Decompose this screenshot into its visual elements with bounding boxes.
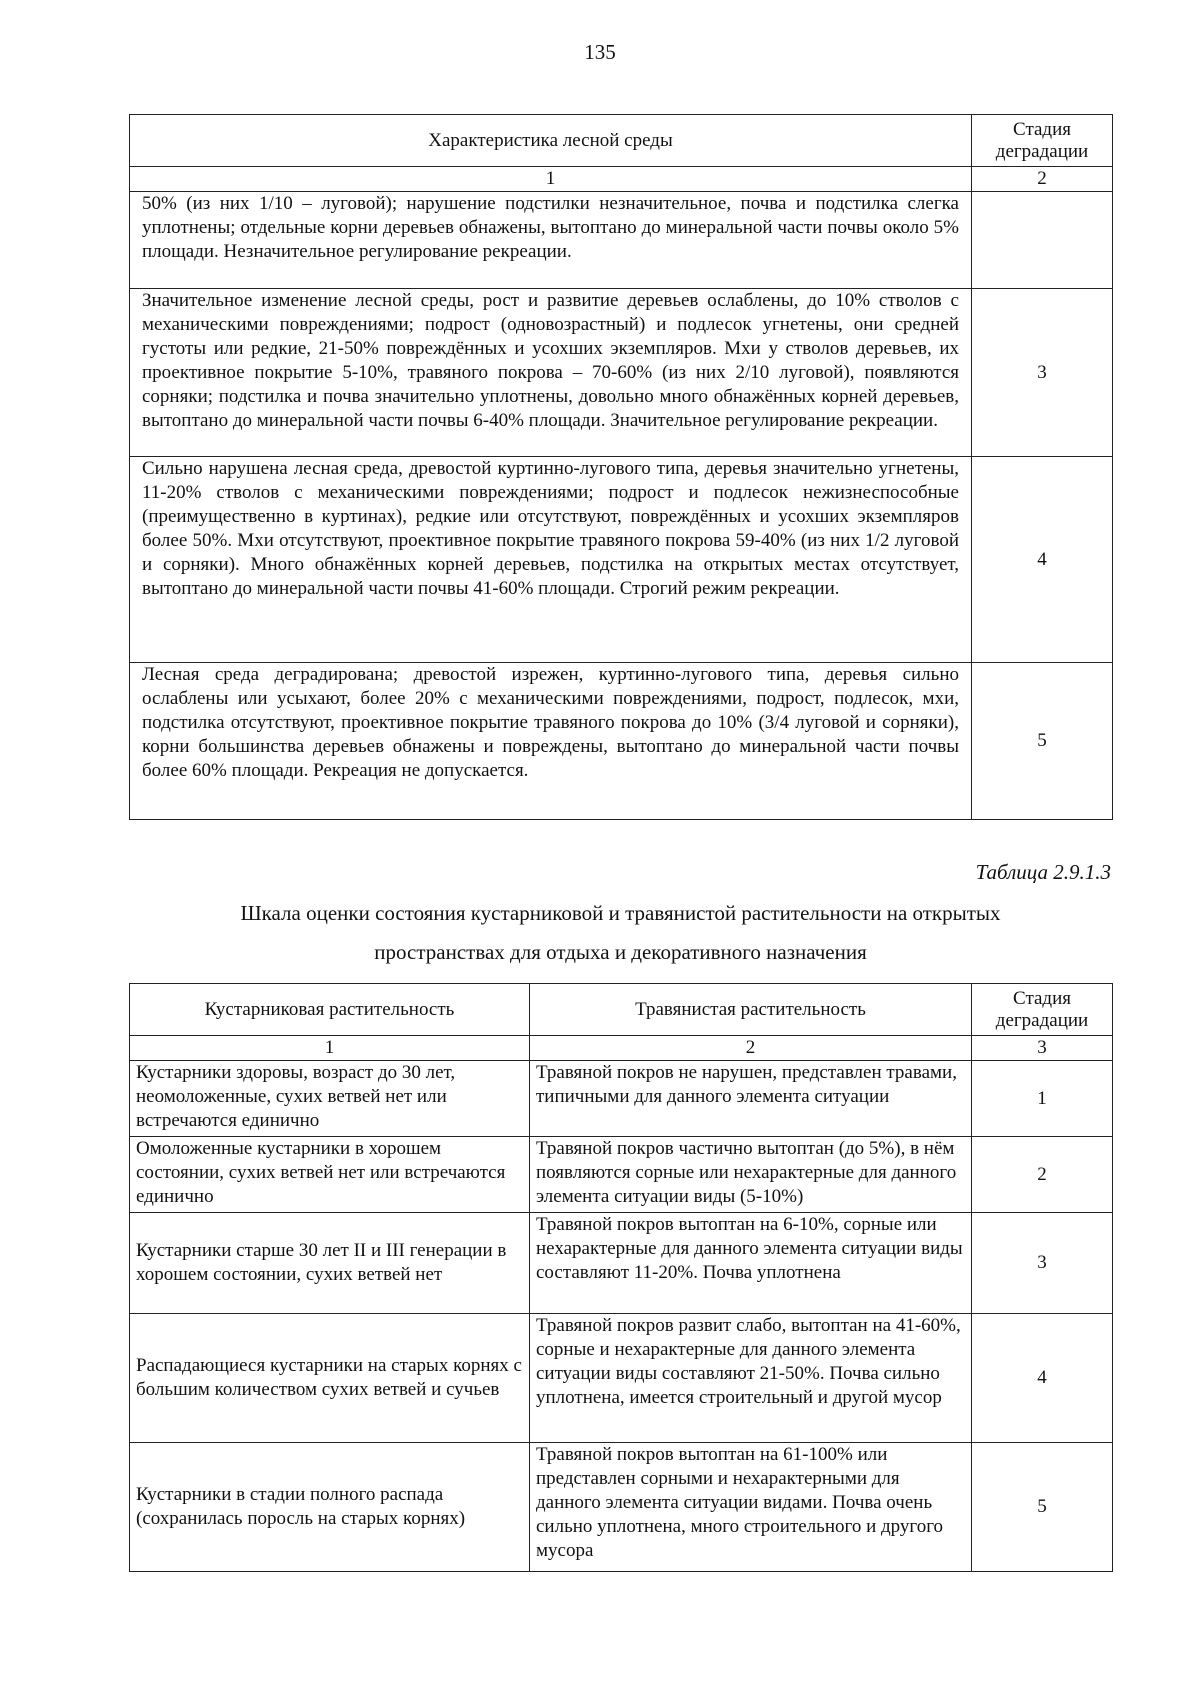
header-shrub-vegetation: Кустарниковая растительность (130, 984, 530, 1036)
grass-cell: Травяной покров развит слабо, вытоптан на 41-60%, сорные и нехарактерные для данного элемента ситуации виды составляют 21-50%. Почва сильно уплотнена, имеется строительный и другой мусор (530, 1314, 972, 1443)
table-row (130, 1314, 1113, 1443)
table-row (130, 1443, 1113, 1572)
table-row (130, 192, 1113, 289)
table-caption: Таблица 2.9.1.3 (975, 860, 1111, 884)
column-number-row (130, 1036, 1113, 1061)
stage-cell (972, 192, 1113, 289)
stage-cell: 4 (972, 1314, 1113, 1443)
header-degradation-stage: Стадия деградации (972, 115, 1113, 167)
stage-cell: 4 (972, 457, 1113, 663)
table-row (130, 1061, 1113, 1137)
stage-cell: 3 (972, 1213, 1113, 1314)
grass-cell: Травяной покров вытоптан на 61-100% или представлен сорными и нехарактерными для данного элемента ситуации видами. Почва очень сильно уплотнена, много строительного и другого мусора (530, 1443, 972, 1572)
stage-cell: 3 (972, 289, 1113, 457)
stage-cell: 5 (972, 1443, 1113, 1572)
grass-cell: Травяной покров не нарушен, представлен травами, типичными для данного элемента ситуации (530, 1061, 972, 1137)
column-number: 1 (130, 167, 972, 192)
header-degradation-stage: Стадия деградации (972, 984, 1113, 1036)
table-header-row (130, 984, 1113, 1036)
shrub-cell: Омоложенные кустарники в хорошем состоянии, сухих ветвей нет или встречаются единично (130, 1137, 530, 1213)
header-grass-vegetation: Травянистая растительность (530, 984, 972, 1036)
table-row (130, 1137, 1113, 1213)
shrub-cell: Распадающиеся кустарники на старых корнях с большим количеством сухих ветвей и сучьев (130, 1314, 530, 1443)
table-row (130, 1213, 1113, 1314)
column-number: 1 (130, 1036, 530, 1061)
shrub-grass-table (129, 983, 1113, 1572)
column-number: 2 (530, 1036, 972, 1061)
forest-characteristic-cell: Сильно нарушена лесная среда, древостой куртинно-лугового типа, деревья значительно угнетены, 11-20% стволов с механическими повреждениями; подрост и подлесок нежизнеспособные (преимущественно в куртинах), редкие или отсутствуют, повреждённых и усохших экземпляров более 50%. Мхи отсутствуют, проективное покрытие травяного покрова 59-40% (из них 1/2 луговой и сорняки). Много обнажённых корней деревьев, подстилка на открытых местах отсутствует, вытоптано до минеральной части почвы 41-60% площади. Строгий режим рекреации. (130, 457, 972, 663)
shrub-cell: Кустарники старше 30 лет II и III генерации в хорошем состоянии, сухих ветвей нет (130, 1213, 530, 1314)
stage-cell: 5 (972, 663, 1113, 820)
stage-cell: 1 (972, 1061, 1113, 1137)
table-header-row (130, 115, 1113, 167)
table-row (130, 457, 1113, 663)
table-title-line-1: Шкала оценки состояния кустарниковой и травянистой растительности на открытых (240, 901, 1001, 925)
table-row (130, 289, 1113, 457)
table-title-line-2: пространствах для отдыха и декоративного назначения (374, 940, 867, 964)
shrub-cell: Кустарники в стадии полного распада (сохранилась поросль на старых корнях) (130, 1443, 530, 1572)
header-forest-characteristic: Характеристика лесной среды (130, 115, 972, 167)
forest-characteristic-cell: Значительное изменение лесной среды, рост и развитие деревьев ослаблены, до 10% стволов с механическими повреждениями; подрост (одновозрастный) и подлесок угнетены, они средней густоты или редкие, 21-50% повреждённых и усохших экземпляров. Мхи у стволов деревьев, их проективное покрытие 5-10%, травяного покрова – 70-60% (из них 2/10 луговой), появляются сорняки; подстилка и почва значительно уплотнены, довольно много обнажённых корней деревьев, вытоптано до минеральной части почвы 6-40% площади. Значительное регулирование рекреации. (130, 289, 972, 457)
column-number: 3 (972, 1036, 1113, 1061)
table-row (130, 663, 1113, 820)
grass-cell: Травяной покров вытоптан на 6-10%, сорные или нехарактерные для данного элемента ситуации виды составляют 11-20%. Почва уплотнена (530, 1213, 972, 1314)
grass-cell: Травяной покров частично вытоптан (до 5%), в нём появляются сорные или нехарактерные для данного элемента ситуации виды (5-10%) (530, 1137, 972, 1213)
column-number: 2 (972, 167, 1113, 192)
forest-environment-table (129, 114, 1113, 820)
shrub-cell: Кустарники здоровы, возраст до 30 лет, неомоложенные, сухих ветвей нет или встречаются единично (130, 1061, 530, 1137)
forest-characteristic-cell: Лесная среда деградирована; древостой изрежен, куртинно-лугового типа, деревья сильно ослаблены или усыхают, более 20% с механическими повреждениями, подрост, подлесок, мхи, подстилка отсутствуют, проективное покрытие травяного покрова до 10% (3/4 луговой и сорняки), корни большинства деревьев обнажены и повреждены, вытоптано до минеральной части почвы более 60% площади. Рекреация не допускается. (130, 663, 972, 820)
stage-cell: 2 (972, 1137, 1113, 1213)
forest-characteristic-cell: 50% (из них 1/10 – луговой); нарушение подстилки незначительное, почва и подстилка слегка уплотнены; отдельные корни деревьев обнажены, вытоптано до минеральной части почвы около 5% площади. Незначительное регулирование рекреации. (130, 192, 972, 289)
column-number-row (130, 167, 1113, 192)
page-number: 135 (584, 40, 616, 64)
